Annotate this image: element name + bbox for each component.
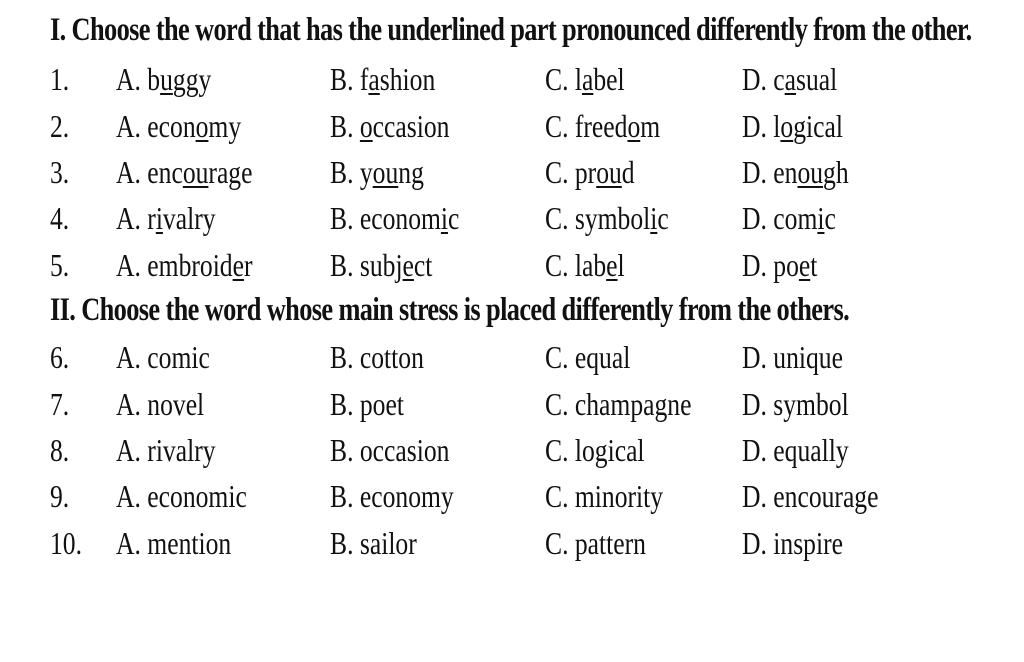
question-row bbox=[0, 242, 1024, 288]
question-row bbox=[0, 381, 1024, 427]
option-b: B. occasion bbox=[330, 108, 450, 144]
underlined-part: o bbox=[195, 108, 209, 144]
option-a: A. economy bbox=[116, 108, 242, 144]
underlined-part: e bbox=[798, 247, 811, 283]
option-d: D. equally bbox=[742, 432, 849, 468]
question-number: 2. bbox=[50, 108, 70, 144]
underlined-part: o bbox=[359, 108, 373, 144]
underlined-part: u bbox=[160, 61, 173, 97]
underlined-part: i bbox=[650, 200, 658, 236]
option-b: B. occasion bbox=[330, 432, 450, 468]
option-b: B. economy bbox=[330, 478, 454, 514]
underlined-part: a bbox=[581, 61, 594, 97]
question-number: 1. bbox=[50, 61, 70, 97]
question-number: 5. bbox=[50, 247, 70, 283]
underlined-part: ou bbox=[182, 154, 209, 190]
option-a: A. encourage bbox=[116, 154, 253, 190]
option-c: C. equal bbox=[545, 339, 631, 375]
question-number: 6. bbox=[50, 339, 70, 375]
option-c: C. logical bbox=[545, 432, 645, 468]
question-row bbox=[0, 334, 1024, 380]
underlined-part: a bbox=[368, 61, 380, 97]
option-d: D. comic bbox=[742, 200, 836, 236]
option-a: A. rivalry bbox=[116, 432, 216, 468]
option-c: C. pattern bbox=[545, 525, 646, 561]
option-d: D. symbol bbox=[742, 386, 849, 422]
underlined-part: e bbox=[606, 247, 618, 283]
question-number: 4. bbox=[50, 200, 70, 236]
underlined-part: o bbox=[780, 108, 794, 144]
option-a: A. novel bbox=[116, 386, 205, 422]
option-b: B. fashion bbox=[330, 61, 436, 97]
option-d: D. poet bbox=[742, 247, 818, 283]
option-c: C. label bbox=[545, 247, 625, 283]
question-row bbox=[0, 56, 1024, 102]
underlined-part: i bbox=[817, 200, 825, 236]
underlined-part: ou bbox=[596, 154, 622, 190]
question-number: 3. bbox=[50, 154, 70, 190]
option-d: D. enough bbox=[742, 154, 849, 190]
option-c: C. label bbox=[545, 61, 625, 97]
option-b: B. sailor bbox=[330, 525, 417, 561]
option-d: D. logical bbox=[742, 108, 843, 144]
underlined-part: a bbox=[784, 61, 797, 97]
question-number: 8. bbox=[50, 432, 70, 468]
option-b: B. young bbox=[330, 154, 424, 190]
question-row bbox=[0, 149, 1024, 195]
question-number: 10. bbox=[50, 525, 82, 561]
underlined-part: i bbox=[155, 200, 163, 236]
underlined-part: o bbox=[627, 108, 641, 144]
option-b: B. cotton bbox=[330, 339, 424, 375]
question-row bbox=[0, 473, 1024, 519]
section-heading: II. Choose the word whose main stress is placed differently from the others. bbox=[50, 292, 850, 328]
underlined-part: ou bbox=[797, 154, 824, 190]
option-c: C. proud bbox=[545, 154, 635, 190]
option-d: D. encourage bbox=[742, 478, 879, 514]
option-a: A. mention bbox=[116, 525, 232, 561]
option-d: D. inspire bbox=[742, 525, 843, 561]
option-a: A. embroider bbox=[116, 247, 253, 283]
question-row bbox=[0, 427, 1024, 473]
underlined-part: ou bbox=[372, 154, 399, 190]
question-number: 7. bbox=[50, 386, 70, 422]
option-c: C. champagne bbox=[545, 386, 692, 422]
question-row bbox=[0, 195, 1024, 241]
question-row bbox=[0, 520, 1024, 566]
underlined-part: i bbox=[440, 200, 449, 236]
option-a: A. buggy bbox=[116, 61, 212, 97]
option-c: C. freedom bbox=[545, 108, 661, 144]
question-number: 9. bbox=[50, 478, 70, 514]
question-row bbox=[0, 103, 1024, 149]
option-b: B. economic bbox=[330, 200, 460, 236]
underlined-part: e bbox=[232, 247, 244, 283]
option-d: D. unique bbox=[742, 339, 843, 375]
option-b: B. subject bbox=[330, 247, 433, 283]
option-d: D. casual bbox=[742, 61, 838, 97]
option-c: C. minority bbox=[545, 478, 664, 514]
option-b: B. poet bbox=[330, 386, 404, 422]
underlined-part: e bbox=[402, 247, 414, 283]
option-c: C. symbolic bbox=[545, 200, 669, 236]
option-a: A. rivalry bbox=[116, 200, 216, 236]
section-heading: I. Choose the word that has the underlined part pronounced differently from the other. bbox=[50, 12, 972, 48]
option-a: A. comic bbox=[116, 339, 210, 375]
option-a: A. economic bbox=[116, 478, 247, 514]
